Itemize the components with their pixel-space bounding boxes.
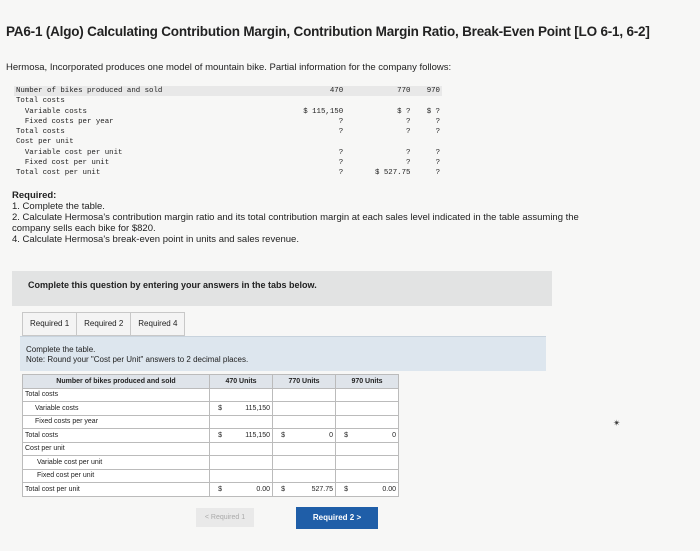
page-title: PA6-1 (Algo) Calculating Contribution Margin, Contribution Margin Ratio, Break-Even Point [LO 6-1, 6-2] xyxy=(6,24,650,39)
currency-sign xyxy=(336,402,351,416)
answer-row-label: Fixed cost per unit xyxy=(23,469,210,483)
answer-row xyxy=(23,429,399,443)
variable-cost-unit-970-input[interactable] xyxy=(350,456,399,470)
given-header-label: Number of bikes produced and sold xyxy=(14,86,270,96)
answer-row-label: Total cost per unit xyxy=(23,483,210,497)
given-row xyxy=(14,127,442,137)
given-cell: ? xyxy=(406,159,411,168)
answer-header-col2: 770 Units xyxy=(273,375,336,389)
currency-sign xyxy=(273,469,288,483)
currency-sign: $ xyxy=(336,429,351,443)
currency-sign: $ xyxy=(273,483,288,497)
instruction-line-2: Note: Round your "Cost per Unit" answers to 2 decimal places. xyxy=(26,355,249,364)
variable-costs-970-input[interactable] xyxy=(350,402,399,416)
answer-row-label: Total costs xyxy=(23,388,210,402)
currency-sign xyxy=(273,388,288,402)
instruction-banner xyxy=(12,271,552,306)
given-cell: ? xyxy=(435,148,440,157)
given-cell xyxy=(412,96,442,106)
banner-text: Complete this question by entering your answers in the tabs below. xyxy=(28,280,317,290)
answer-input xyxy=(224,388,273,402)
currency-sign xyxy=(273,402,288,416)
given-cell xyxy=(345,137,412,147)
currency-sign xyxy=(336,442,351,456)
given-info-table xyxy=(14,86,442,179)
total-costs-970: 0 xyxy=(350,429,399,443)
currency-sign xyxy=(336,456,351,470)
total-cost-unit-470: 0.00 xyxy=(224,483,273,497)
given-cell: ? xyxy=(338,159,344,168)
answer-row xyxy=(23,456,399,470)
given-cell xyxy=(412,137,442,147)
given-row-label: Total costs xyxy=(16,97,65,106)
answer-input xyxy=(350,442,399,456)
answer-table xyxy=(22,374,399,497)
given-cell: ? xyxy=(338,169,344,178)
tab-required-4[interactable]: Required 4 xyxy=(130,312,185,336)
given-row-label: Variable costs xyxy=(16,107,87,116)
total-costs-770: 0 xyxy=(287,429,336,443)
given-header-col2: 770 xyxy=(345,86,412,96)
intro-text: Hermosa, Incorporated produces one model of mountain bike. Partial information for the company follows: xyxy=(6,62,452,73)
answer-input xyxy=(224,442,273,456)
answer-row xyxy=(23,483,399,497)
given-row-label: Total cost per unit xyxy=(16,169,101,178)
prev-tab-button[interactable]: < Required 1 xyxy=(196,508,254,527)
answer-row xyxy=(23,388,399,402)
variable-cost-unit-470-input[interactable] xyxy=(224,456,273,470)
next-tab-button[interactable]: Required 2 > xyxy=(296,507,378,529)
required-section xyxy=(12,190,612,245)
given-cell: ? xyxy=(406,117,411,126)
given-cell xyxy=(345,96,412,106)
answer-row xyxy=(23,402,399,416)
given-cell: ? xyxy=(435,117,440,126)
required-heading: Required: xyxy=(12,190,57,201)
given-cell: ? xyxy=(338,148,344,157)
given-row xyxy=(14,117,442,127)
given-header-col1: 470 xyxy=(270,86,345,96)
instruction-line-1: Complete the table. xyxy=(26,345,96,354)
fixed-cost-unit-770-input[interactable] xyxy=(287,469,336,483)
currency-sign xyxy=(210,415,225,429)
currency-sign: $ xyxy=(210,402,225,416)
answer-header-col1: 470 Units xyxy=(210,375,273,389)
answer-header-col3: 970 Units xyxy=(336,375,399,389)
given-cell xyxy=(270,96,345,106)
currency-sign xyxy=(210,388,225,402)
given-cell: ? xyxy=(406,148,411,157)
given-cell: $ ? xyxy=(397,107,411,116)
required-item-4: 4. Calculate Hermosa's break-even point in units and sales revenue. xyxy=(12,234,299,245)
variable-cost-unit-770-input[interactable] xyxy=(287,456,336,470)
required-item-1: 1. Complete the table. xyxy=(12,201,105,212)
given-cell: ? xyxy=(406,128,411,137)
mouse-cursor-icon: ✴ xyxy=(613,418,621,428)
given-cell: ? xyxy=(338,128,344,137)
given-cell: ? xyxy=(435,169,440,178)
fixed-cost-unit-970-input[interactable] xyxy=(350,469,399,483)
given-row-label: Fixed cost per unit xyxy=(16,159,110,168)
currency-sign: $ xyxy=(273,429,288,443)
variable-costs-770-input[interactable] xyxy=(287,402,336,416)
answer-header-row xyxy=(23,375,399,389)
tab-required-1[interactable]: Required 1 xyxy=(22,312,77,336)
given-row-label: Fixed costs per year xyxy=(16,117,114,126)
answer-row-label: Variable costs xyxy=(23,402,210,416)
fixed-costs-970-input[interactable] xyxy=(350,415,399,429)
answer-row xyxy=(23,469,399,483)
currency-sign xyxy=(273,415,288,429)
answer-row-label: Variable cost per unit xyxy=(23,456,210,470)
given-row xyxy=(14,137,442,147)
given-cell: ? xyxy=(338,117,344,126)
given-row xyxy=(14,107,442,117)
tab-required-2[interactable]: Required 2 xyxy=(76,312,131,336)
total-cost-unit-770: 527.75 xyxy=(287,483,336,497)
currency-sign xyxy=(210,469,225,483)
fixed-cost-unit-470-input[interactable] xyxy=(224,469,273,483)
answer-input xyxy=(287,442,336,456)
answer-input xyxy=(350,388,399,402)
given-row xyxy=(14,96,442,106)
total-cost-unit-970: 0.00 xyxy=(350,483,399,497)
currency-sign: $ xyxy=(210,429,225,443)
required-item-2: 2. Calculate Hermosa's contribution margin ratio and its total contribution margin at each sales level indicated in the table assuming the company sells each bike for $820. xyxy=(12,212,579,234)
fixed-costs-470-input[interactable] xyxy=(224,415,273,429)
answer-row xyxy=(23,415,399,429)
fixed-costs-770-input[interactable] xyxy=(287,415,336,429)
answer-row-label: Total costs xyxy=(23,429,210,443)
currency-sign xyxy=(273,456,288,470)
variable-costs-470-input[interactable]: 115,150 xyxy=(224,402,273,416)
currency-sign xyxy=(210,442,225,456)
given-header-row xyxy=(14,86,442,96)
total-costs-470: 115,150 xyxy=(224,429,273,443)
given-cell: ? xyxy=(435,128,440,137)
currency-sign xyxy=(336,415,351,429)
given-row xyxy=(14,148,442,158)
given-cell: ? xyxy=(435,159,440,168)
given-header-col3: 970 xyxy=(412,86,442,96)
tab-bar xyxy=(22,312,184,336)
answer-header-label: Number of bikes produced and sold xyxy=(23,375,210,389)
currency-sign xyxy=(336,388,351,402)
given-row xyxy=(14,168,442,178)
answer-row-label: Fixed costs per year xyxy=(23,415,210,429)
given-row-label: Variable cost per unit xyxy=(16,148,123,157)
answer-row-label: Cost per unit xyxy=(23,442,210,456)
currency-sign: $ xyxy=(336,483,351,497)
tab-instructions xyxy=(20,336,546,371)
answer-row xyxy=(23,442,399,456)
given-cell: $ ? xyxy=(426,107,440,116)
currency-sign xyxy=(336,469,351,483)
currency-sign: $ xyxy=(210,483,225,497)
currency-sign xyxy=(210,456,225,470)
answer-input xyxy=(287,388,336,402)
given-row xyxy=(14,158,442,168)
given-row-label: Cost per unit xyxy=(16,138,74,147)
currency-sign xyxy=(273,442,288,456)
given-cell: $ 115,150 xyxy=(303,107,344,116)
given-cell xyxy=(270,137,345,147)
given-cell: $ 527.75 xyxy=(374,169,411,178)
given-row-label: Total costs xyxy=(16,128,65,137)
